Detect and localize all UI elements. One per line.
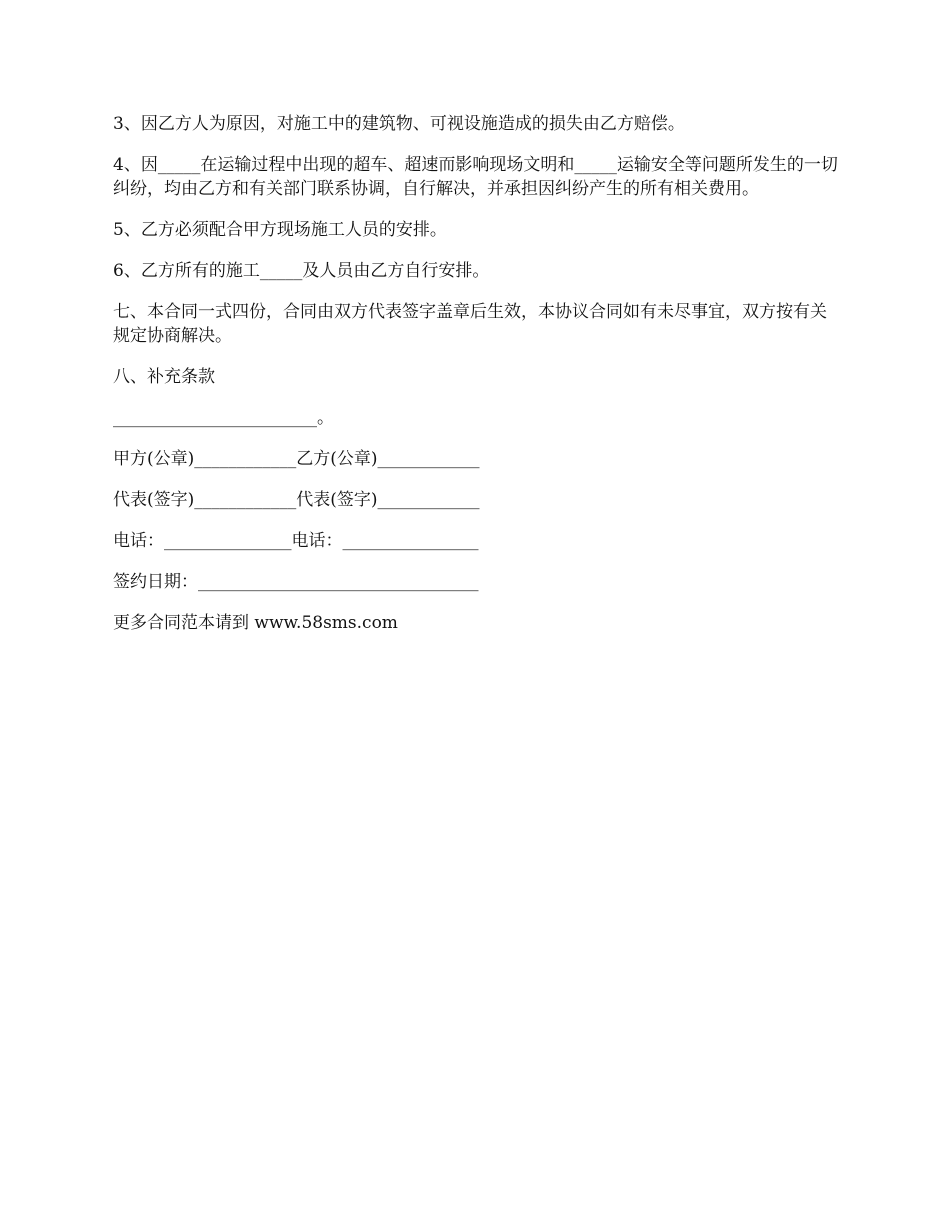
phone-line: 电话：_______________电话：________________ [113,531,479,551]
section-eight-heading: 八、补充条款 [113,367,215,387]
clause-6: 6、乙方所有的施工_____及人员由乙方自行安排。 [113,261,490,281]
seal-line: 甲方(公章)____________乙方(公章)____________ [113,449,480,469]
sign-date-line: 签约日期：_________________________________ [113,572,479,592]
footer-link-text: 更多合同范本请到 www.58sms.com [113,613,398,633]
supplementary-blank: ________________________。 [113,408,334,428]
section-seven: 七、本合同一式四份，合同由双方代表签字盖章后生效，本协议合同如有未尽事宜，双方按有关规定协商解决。 [113,302,827,346]
clause-5: 5、乙方必须配合甲方现场施工人员的安排。 [113,220,447,240]
clause-4: 4、因_____在运输过程中出现的超车、超速而影响现场文明和_____运输安全等问题所发生的一切纠纷，均由乙方和有关部门联系协调，自行解决，并承担因纠纷产生的所有相关费用。 [113,155,838,199]
signature-line: 代表(签字)____________代表(签字)____________ [113,490,480,510]
clause-3: 3、因乙方人为原因，对施工中的建筑物、可视设施造成的损失由乙方赔偿。 [113,114,685,134]
document-page [113,112,840,652]
